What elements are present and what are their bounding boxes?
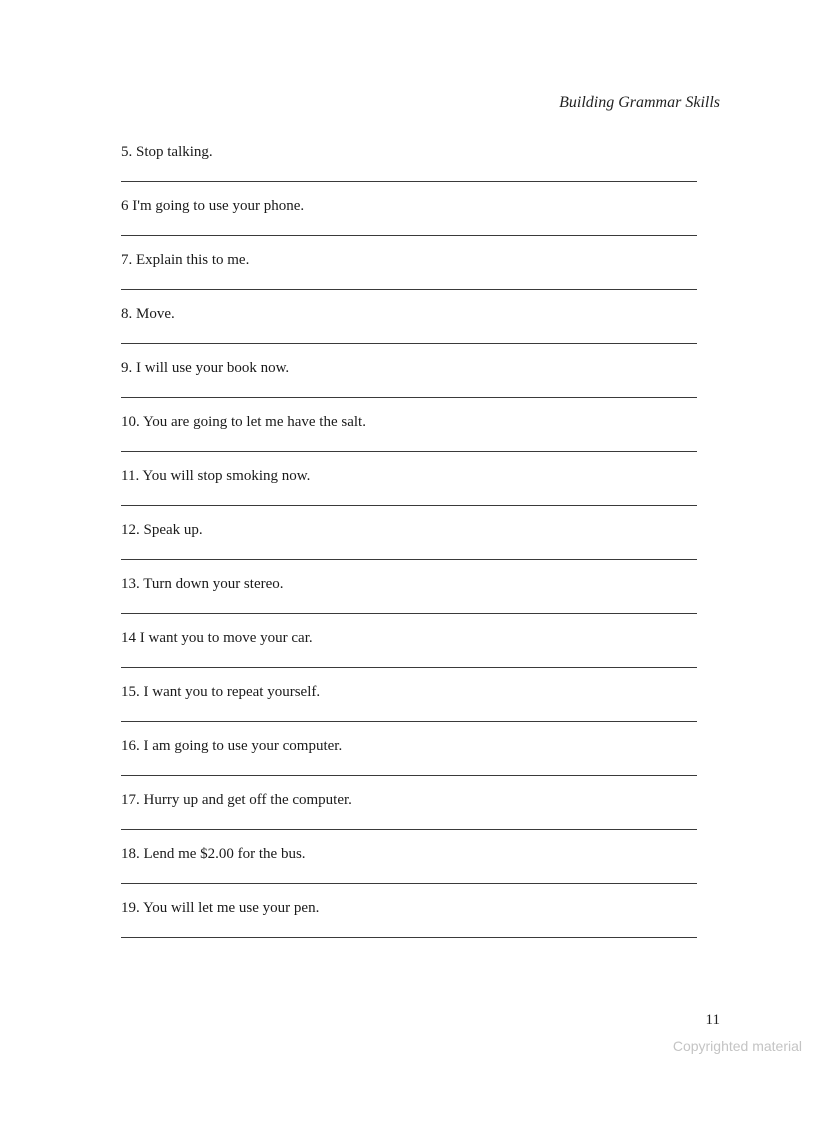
exercise-prompt: 17. Hurry up and get off the computer. xyxy=(121,792,352,808)
exercise-item-19 xyxy=(121,896,697,950)
running-header: Building Grammar Skills xyxy=(559,94,720,111)
answer-line[interactable] xyxy=(121,667,697,668)
answer-line[interactable] xyxy=(121,451,697,452)
answer-line[interactable] xyxy=(121,235,697,236)
answer-line[interactable] xyxy=(121,397,697,398)
answer-line[interactable] xyxy=(121,775,697,776)
answer-line[interactable] xyxy=(121,289,697,290)
exercise-prompt: 13. Turn down your stereo. xyxy=(121,576,284,592)
exercise-prompt: 12. Speak up. xyxy=(121,522,203,538)
exercise-prompt: 10. You are going to let me have the salt. xyxy=(121,414,366,430)
exercise-prompt: 9. I will use your book now. xyxy=(121,360,290,376)
exercise-item-12 xyxy=(121,518,697,572)
exercise-prompt: 14 I want you to move your car. xyxy=(121,630,313,646)
page-number: 11 xyxy=(705,1012,720,1028)
exercise-prompt: 7. Explain this to me. xyxy=(121,252,250,268)
copyright-watermark: Copyrighted material xyxy=(672,1038,802,1054)
exercise-item-18 xyxy=(121,842,697,896)
answer-line[interactable] xyxy=(121,181,697,182)
exercise-prompt: 18. Lend me $2.00 for the bus. xyxy=(121,846,306,862)
exercise-item-5 xyxy=(121,140,697,194)
exercise-prompt: 8. Move. xyxy=(121,306,175,322)
exercise-item-14 xyxy=(121,626,697,680)
exercise-prompt: 11. You will stop smoking now. xyxy=(121,468,311,484)
exercise-prompt: 19. You will let me use your pen. xyxy=(121,900,320,916)
answer-line[interactable] xyxy=(121,829,697,830)
exercise-item-13 xyxy=(121,572,697,626)
answer-line[interactable] xyxy=(121,721,697,722)
exercise-item-9 xyxy=(121,356,697,410)
exercise-prompt: 6 I'm going to use your phone. xyxy=(121,198,305,214)
exercise-item-8 xyxy=(121,302,697,356)
exercise-prompt: 16. I am going to use your computer. xyxy=(121,738,343,754)
exercise-prompt: 5. Stop talking. xyxy=(121,144,213,160)
answer-line[interactable] xyxy=(121,343,697,344)
answer-line[interactable] xyxy=(121,559,697,560)
exercise-item-10 xyxy=(121,410,697,464)
exercise-item-7 xyxy=(121,248,697,302)
answer-line[interactable] xyxy=(121,937,697,938)
exercise-item-6 xyxy=(121,194,697,248)
exercise-item-11 xyxy=(121,464,697,518)
answer-line[interactable] xyxy=(121,613,697,614)
exercise-item-16 xyxy=(121,734,697,788)
answer-line[interactable] xyxy=(121,505,697,506)
exercise-item-17 xyxy=(121,788,697,842)
answer-line[interactable] xyxy=(121,883,697,884)
exercise-list xyxy=(121,140,697,950)
exercise-item-15 xyxy=(121,680,697,734)
exercise-prompt: 15. I want you to repeat yourself. xyxy=(121,684,321,700)
